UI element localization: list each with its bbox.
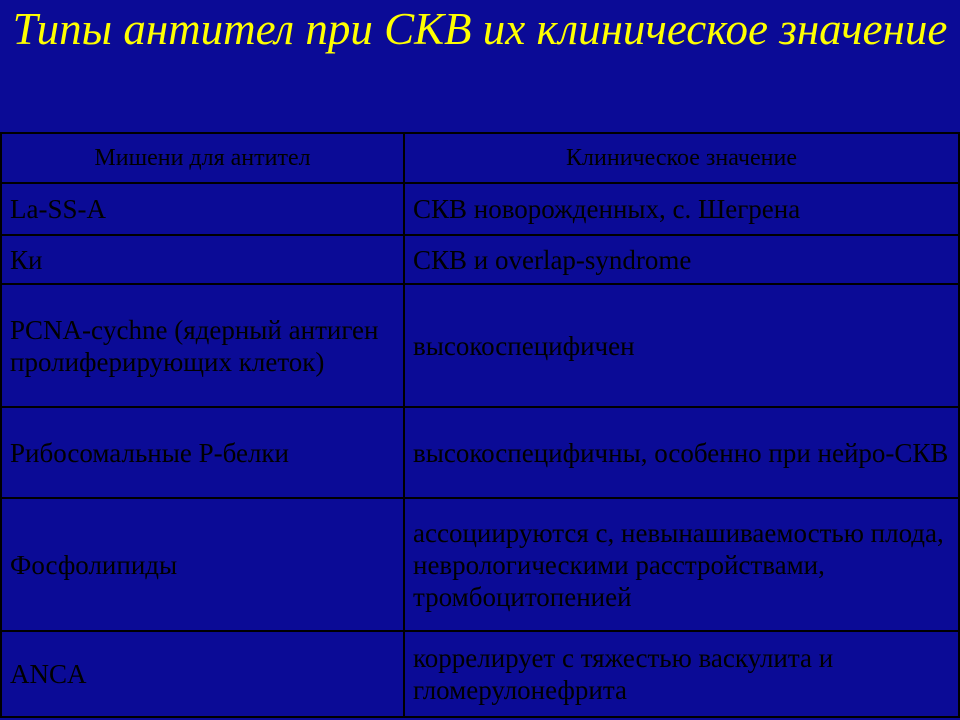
cell-target: Фосфолипиды [1, 498, 404, 631]
table-row [1, 631, 959, 717]
antibody-table [0, 132, 960, 718]
cell-target: ANCA [1, 631, 404, 717]
header-significance: Клиническое значение [404, 133, 959, 183]
cell-target: Рибосомальные Р-белки [1, 407, 404, 498]
table-row [1, 407, 959, 498]
cell-significance: высокоспецифичен [404, 284, 959, 407]
table-header-row [1, 133, 959, 183]
table-row [1, 284, 959, 407]
cell-significance: СКВ новорожденных, с. Шегрена [404, 183, 959, 235]
header-targets: Мишени для антител [1, 133, 404, 183]
table-row [1, 183, 959, 235]
cell-significance: высокоспецифичны, особенно при нейро-СКВ [404, 407, 959, 498]
table-row [1, 235, 959, 284]
cell-significance: ассоциируются с, невынашиваемостью плода, неврологическими расстройствами, тромбоцитопенией [404, 498, 959, 631]
cell-target: La-SS-A [1, 183, 404, 235]
cell-target: PCNA-cychne (ядерный антиген пролиферирующих клеток) [1, 284, 404, 407]
cell-target: Ки [1, 235, 404, 284]
antibody-table-container [0, 132, 958, 718]
slide-title: Типы антител при СКВ их клиническое значение [12, 4, 948, 54]
cell-significance: коррелирует с тяжестью васкулита и гломерулонефрита [404, 631, 959, 717]
cell-significance: СКВ и overlap-syndrome [404, 235, 959, 284]
table-row [1, 498, 959, 631]
